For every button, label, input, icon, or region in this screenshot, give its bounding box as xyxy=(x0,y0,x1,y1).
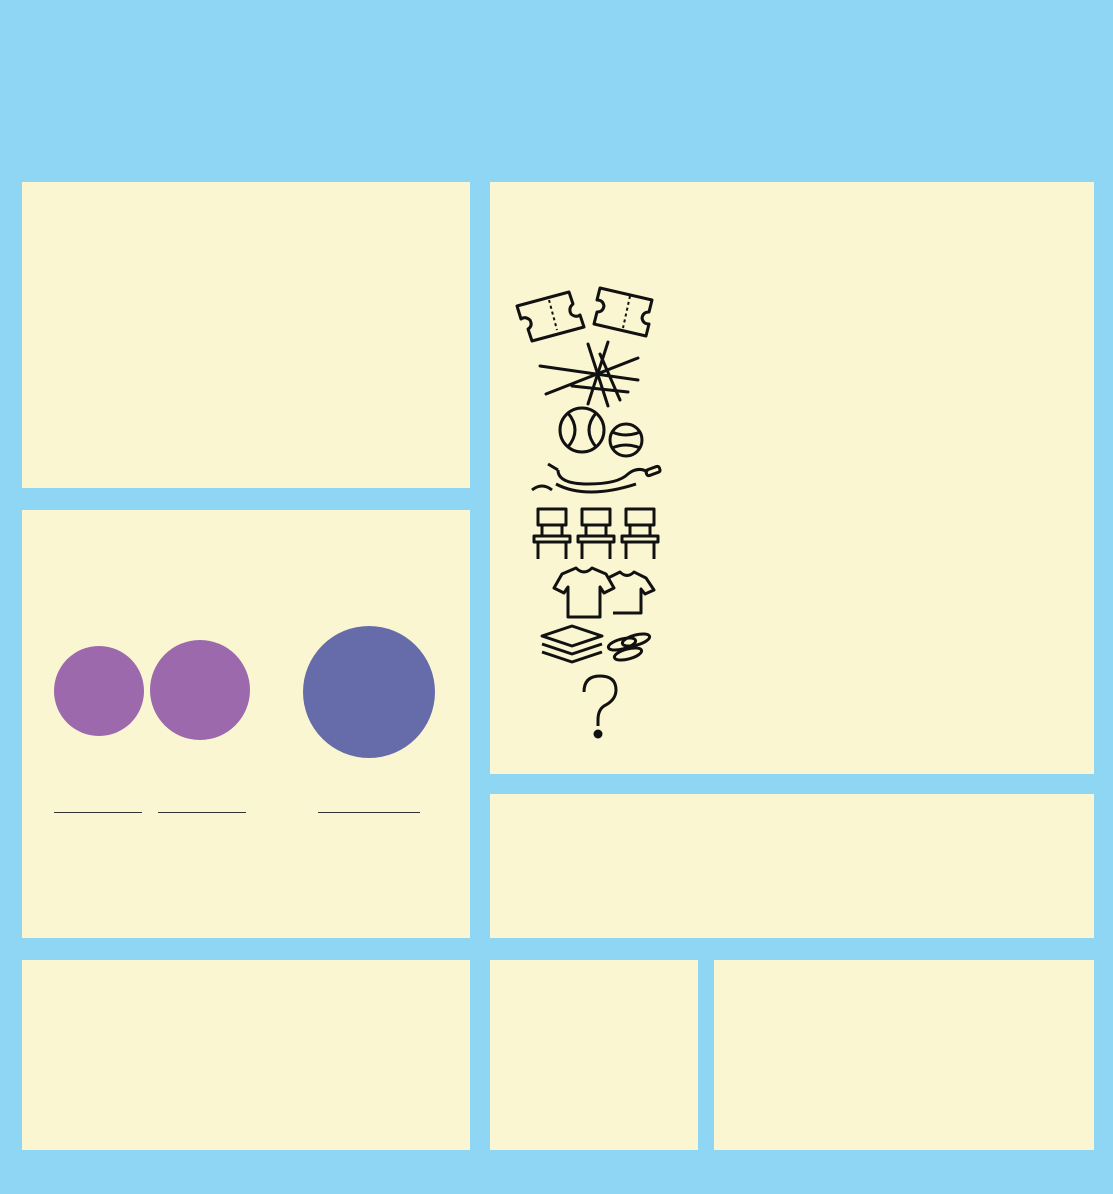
split-panel xyxy=(714,960,1094,1150)
tier-circle-4000 xyxy=(54,646,144,736)
tier-divider-1 xyxy=(54,812,142,813)
prohibitions-panel xyxy=(490,182,1094,774)
split-pie xyxy=(928,984,1074,1130)
question-icon xyxy=(584,676,616,737)
tier-circle-6000 xyxy=(150,640,250,740)
chairs-icon xyxy=(534,509,658,559)
tier-circle-8000 xyxy=(303,626,435,758)
tier-divider-3 xyxy=(318,812,420,813)
spent-bar xyxy=(510,812,632,922)
balls-icon xyxy=(560,408,642,456)
caps-panel xyxy=(22,182,470,488)
mini-pie-cluster xyxy=(282,197,462,327)
total-panel xyxy=(490,960,698,1150)
clothing-icon xyxy=(554,568,654,617)
tier-divider-2 xyxy=(158,812,246,813)
ticket-icon xyxy=(517,288,652,341)
cap-total-pie xyxy=(296,354,416,474)
food-icon xyxy=(542,626,651,662)
spending-panel xyxy=(490,794,1094,938)
tiers-panel xyxy=(22,510,470,938)
low-income-panel xyxy=(22,960,470,1150)
ski-icon xyxy=(540,342,638,406)
low-income-pie xyxy=(302,982,448,1128)
prohibition-icons xyxy=(512,274,692,744)
jump-rope-icon xyxy=(532,464,661,492)
